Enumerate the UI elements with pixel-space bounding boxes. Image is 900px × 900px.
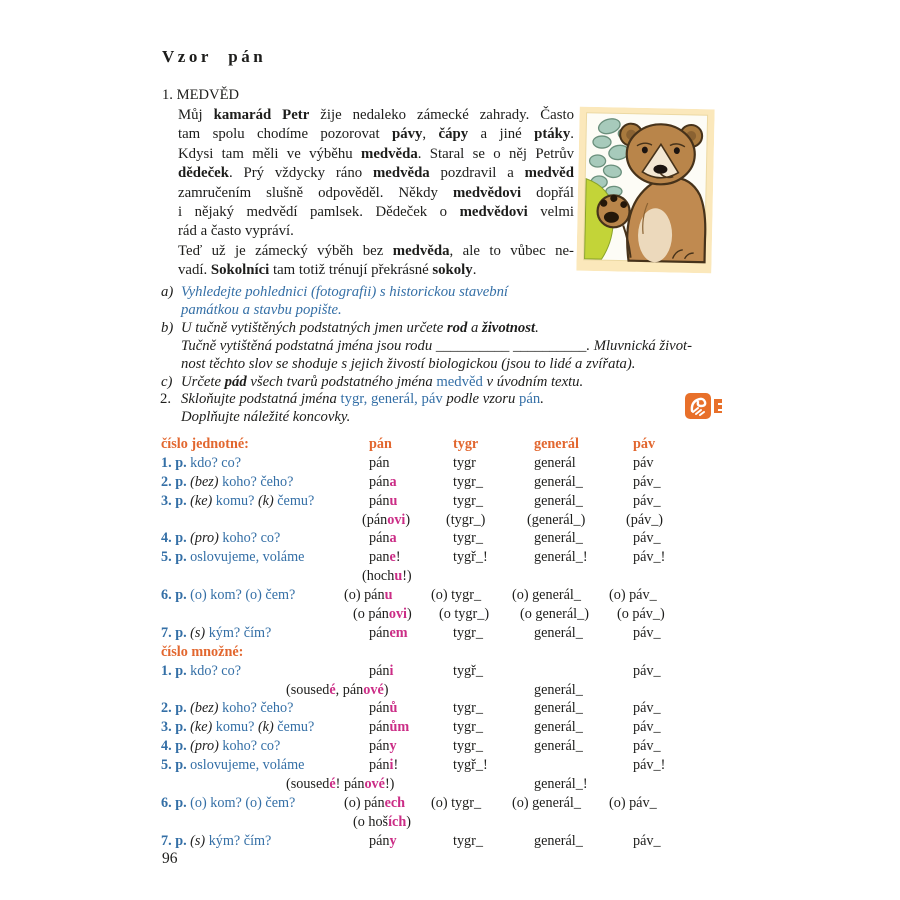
table-cell: číslo jednotné:: [161, 436, 249, 452]
text-line: Vyhledejte pohlednici (fotografii) s historickou stavební: [181, 284, 509, 300]
table-cell: (tygr_): [446, 511, 486, 528]
table-cell: (páv_): [626, 511, 664, 528]
text-line: zamručením slušně odpověděl. Někdy medvědovi dopřál: [178, 184, 574, 201]
table-cell: pán: [369, 454, 390, 471]
table-cell: pánem: [369, 624, 408, 641]
table-cell: pána: [369, 530, 397, 547]
table-cell: generál_: [534, 624, 583, 641]
table-cell: (o) pánech: [344, 794, 406, 811]
table-cell: (o tygr_): [439, 606, 490, 623]
exercise-2-heading: [160, 391, 544, 426]
task-a-marker: a): [161, 284, 174, 300]
bear-illustration-image: [576, 107, 714, 274]
text-line: Teď už je zámecký výběh bez medvěda, ale to vůbec ne-: [178, 242, 574, 259]
table-cell: tygr_: [453, 832, 483, 849]
table-cell: pane!: [369, 549, 401, 566]
table-cell: páv_: [633, 700, 661, 717]
table-cell: páv_: [633, 832, 661, 849]
table-cell: páni!: [369, 757, 399, 774]
table-cell: páv_!: [633, 757, 666, 774]
table-row: [161, 644, 761, 663]
text-line: Doplňujte náležité koncovky.: [181, 408, 351, 425]
table-cell: generál_: [534, 681, 583, 698]
table-cell: generál_: [534, 719, 583, 736]
table-row: [161, 700, 761, 719]
table-cell: tygř_: [453, 662, 483, 679]
table-row: [161, 606, 761, 625]
table-cell: tygr_: [453, 719, 483, 736]
text-line: tam spolu chodíme pozorovat pávy, čápy a jiné ptáky.: [178, 126, 574, 143]
table-cell: 3. p. (ke) komu? (k) čemu?: [161, 719, 315, 736]
table-cell: (o hoších): [353, 813, 411, 830]
text-line: nost těchto slov se shoduje s jejich živostí biologickou (jsou to lidé a zvířata).: [181, 355, 636, 372]
table-cell: pánům: [369, 719, 410, 736]
table-row: [161, 757, 761, 776]
table-cell: 6. p. (o) kom? (o) čem?: [161, 794, 296, 811]
table-row: [161, 833, 761, 852]
table-cell: číslo množné:: [161, 643, 244, 660]
table-cell: páv_: [633, 492, 661, 509]
table-cell: 2. p. (bez) koho? čeho?: [161, 700, 294, 717]
table-cell: 1. p. kdo? co?: [161, 454, 241, 471]
text-line: rád a často vypráví.: [178, 223, 294, 240]
text-line: dědeček. Prý vždycky ráno medvěda pozdravil a medvěd: [178, 165, 574, 182]
text-line: U tučně vytištěných podstatných jmen určete rod a životnost.: [181, 319, 539, 336]
table-cell: tygř_!: [453, 549, 488, 566]
table-cell: (o) tygr_: [431, 587, 482, 604]
table-row: [161, 587, 761, 606]
table-cell: generál_: [534, 492, 583, 509]
exercise-1-heading: 1. MEDVĚD: [162, 87, 240, 103]
table-cell: (o) páv_: [609, 794, 657, 811]
task-a: [161, 284, 692, 320]
text-line: i nějaký medvědí pamlsek. Dědeček o medvědovi velmi: [178, 204, 574, 221]
table-row: [161, 682, 761, 701]
table-row: [161, 776, 761, 795]
table-cell: 1. p. kdo? co?: [161, 662, 241, 679]
table-cell: páv_: [633, 662, 661, 679]
table-row: [161, 738, 761, 757]
table-cell: tygř_!: [453, 757, 488, 774]
table-cell: tygr: [453, 436, 479, 452]
table-cell: tygr_: [453, 624, 483, 641]
table-cell: (o) pánu: [344, 587, 393, 604]
table-cell: 6. p. (o) kom? (o) čem?: [161, 587, 296, 604]
text-line: vadí. Sokolníci tam totiž trénují překrásné sokoly.: [178, 262, 477, 279]
table-cell: 5. p. oslovujeme, voláme: [161, 549, 305, 566]
table-cell: tygr_: [453, 473, 483, 490]
table-row: [161, 625, 761, 644]
table-cell: generál_: [534, 738, 583, 755]
table-cell: (hochu!): [362, 568, 412, 585]
table-cell: pánů: [369, 700, 398, 717]
table-cell: tygr_: [453, 700, 483, 717]
task-c-marker: c): [161, 373, 173, 390]
table-cell: 7. p. (s) kým? čím?: [161, 832, 272, 849]
table-cell: páni: [369, 662, 394, 679]
table-row: [161, 814, 761, 833]
text-line: Tučně vytištěná podstatná jména jsou rodu __________ __________. Mluvnická život-: [181, 337, 693, 354]
table-cell: páv_: [633, 719, 661, 736]
table-cell: (generál_): [527, 511, 586, 528]
table-cell: tygr_: [453, 738, 483, 755]
table-cell: páv: [633, 436, 656, 452]
table-cell: tygr_: [453, 530, 483, 547]
table-row: [161, 512, 761, 531]
table-cell: pánu: [369, 492, 398, 509]
table-row: [161, 663, 761, 682]
table-cell: pána: [369, 473, 397, 490]
table-cell: pán: [369, 436, 392, 452]
table-cell: 4. p. (pro) koho? co?: [161, 530, 281, 547]
table-cell: generál: [534, 436, 579, 452]
table-cell: páv_!: [633, 549, 666, 566]
table-row: [161, 436, 761, 455]
task-b: [161, 319, 693, 374]
exercise-1-tasks: [161, 284, 693, 391]
table-cell: (o generál_): [520, 606, 589, 623]
page-title: Vzor pán: [162, 47, 267, 66]
table-row: [161, 568, 761, 587]
table-cell: tygr_: [453, 492, 483, 509]
table-cell: páv_: [633, 624, 661, 641]
declension-table: [161, 436, 761, 852]
task-c: [161, 373, 692, 392]
table-cell: (o) tygr_: [431, 794, 482, 811]
hand-logo-icon: [684, 391, 724, 421]
table-cell: generál_!: [534, 776, 588, 793]
text-line: Skloňujte podstatná jména tygr, generál, páv podle vzoru pán.: [181, 391, 544, 407]
table-row: [161, 455, 761, 474]
table-row: [161, 549, 761, 568]
table-cell: generál: [534, 454, 576, 471]
table-cell: páv: [633, 454, 654, 471]
page-number: 96: [162, 850, 178, 867]
table-row: [161, 719, 761, 738]
table-row: [161, 493, 761, 512]
text-line: památkou a stavbu popište.: [181, 301, 342, 318]
intro-paragraphs: [178, 106, 574, 281]
table-cell: páv_: [633, 738, 661, 755]
table-cell: generál_: [534, 832, 583, 849]
task-b-marker: b): [161, 319, 174, 336]
text-line: Určete pád všech tvarů podstatného jména medvěd v úvodním textu.: [181, 373, 584, 390]
table-cell: (o) generál_: [512, 587, 581, 604]
table-cell: (sousedé, pánové): [286, 681, 389, 698]
exercise-2-marker: 2.: [160, 391, 172, 407]
table-row: [161, 795, 761, 814]
table-cell: tygr: [453, 454, 476, 471]
table-row: [161, 530, 761, 549]
table-cell: pány: [369, 738, 397, 755]
table-cell: 5. p. oslovujeme, voláme: [161, 757, 305, 774]
table-cell: generál_!: [534, 549, 588, 566]
table-cell: pány: [369, 832, 397, 849]
table-cell: generál_: [534, 473, 583, 490]
table-cell: 4. p. (pro) koho? co?: [161, 738, 281, 755]
text-line: Kdysi tam měli ve výběhu medvěda. Staral se o něj Petrův: [178, 145, 574, 162]
table-cell: 7. p. (s) kým? čím?: [161, 624, 272, 641]
table-cell: (o pánovi): [353, 606, 412, 623]
table-cell: (o) generál_: [512, 794, 581, 811]
table-cell: (o páv_): [617, 606, 665, 623]
table-cell: 3. p. (ke) komu? (k) čemu?: [161, 492, 315, 509]
table-cell: (o) páv_: [609, 587, 657, 604]
table-cell: generál_: [534, 530, 583, 547]
table-cell: (pánovi): [362, 511, 411, 528]
table-cell: páv_: [633, 473, 661, 490]
table-cell: generál_: [534, 700, 583, 717]
table-cell: páv_: [633, 530, 661, 547]
table-cell: (sousedé! pánové!): [286, 776, 395, 793]
text-line: Můj kamarád Petr žije nedaleko zámecké zahrady. Často: [178, 107, 574, 123]
table-cell: 2. p. (bez) koho? čeho?: [161, 473, 294, 490]
table-row: [161, 474, 761, 493]
